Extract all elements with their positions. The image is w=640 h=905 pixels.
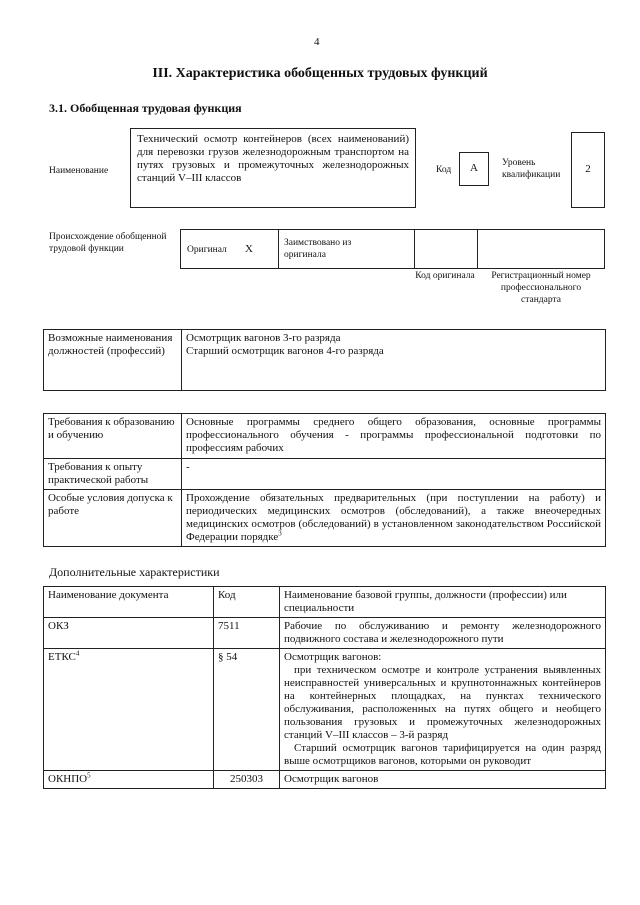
positions-values xyxy=(182,330,606,391)
req-experience-label: Требования к опыту практической работы xyxy=(44,459,182,490)
origin-box xyxy=(180,229,605,269)
divider-2 xyxy=(414,230,415,268)
hdr-doc: Наименование документа xyxy=(44,587,214,618)
name-value: Технический осмотр контейнеров (всех наименований) для перевозки грузов железнодорожным транспортом на путях грузовых и промежуточных железнодорожных станций V–III классов xyxy=(137,133,409,184)
level-label: Уровень квалификации xyxy=(502,158,561,180)
original-mark: X xyxy=(245,243,253,255)
row-etks-line-3: Старший осмотрщик вагонов тарифицируется на один разряд выше осмотрщиков вагонов, которыми он руководит xyxy=(284,742,601,767)
requirements-table xyxy=(43,413,606,547)
additional-title: Дополнительные характеристики xyxy=(49,565,220,579)
row-etks-line-1: Осмотрщик вагонов: xyxy=(284,651,382,663)
req-conditions-value xyxy=(182,490,606,547)
req-experience-value: - xyxy=(182,459,606,490)
hdr-group: Наименование базовой группы, должности (профессии) или специальности xyxy=(280,587,606,618)
row-oknpo-doc-text: ОКНПО xyxy=(48,773,88,785)
row-oknpo-code: 250303 xyxy=(214,771,280,789)
req-conditions-footnote: 3 xyxy=(278,529,282,538)
row-okz-doc: ОКЗ xyxy=(44,618,214,649)
row-okz-code: 7511 xyxy=(214,618,280,649)
row-oknpo-line-1: Осмотрщик вагонов xyxy=(280,771,606,789)
original-label: Оригинал xyxy=(187,245,227,255)
row-etks-footnote: 4 xyxy=(75,649,80,658)
row-etks-group xyxy=(280,649,606,771)
req-conditions-text: Прохождение обязательных предварительных (при поступлении на работу) и периодических медицинских осмотров (обследований), а также внеочередных медицинских осмотров (обследований) в установленном законодательством Российской Федерации порядке xyxy=(186,492,601,543)
origin-label: Происхождение обобщенной трудовой функции xyxy=(49,232,167,254)
level-value-box xyxy=(571,132,605,208)
section-title: III. Характеристика обобщенных трудовых функций xyxy=(152,66,488,81)
row-etks-doc-text: ЕТКС xyxy=(48,651,76,663)
subsection-title: 3.1. Обобщенная трудовая функция xyxy=(49,101,242,115)
row-oknpo-footnote: 5 xyxy=(87,771,91,780)
hdr-code: Код xyxy=(214,587,280,618)
position-2: Старший осмотрщик вагонов 4-го разряда xyxy=(186,345,384,357)
row-oknpo-doc xyxy=(44,771,214,789)
level-value: 2 xyxy=(585,163,591,175)
code-label: Код xyxy=(436,165,452,175)
positions-table xyxy=(43,329,606,391)
additional-table xyxy=(43,586,606,789)
borrowed-label: Заимствовано из оригинала xyxy=(284,238,352,260)
row-etks-doc xyxy=(44,649,214,771)
row-etks-code: § 54 xyxy=(214,649,280,771)
code-orig-caption: Код оригинала xyxy=(415,271,475,281)
req-education-label: Требования к образованию и обучению xyxy=(44,414,182,459)
divider-3 xyxy=(477,230,478,268)
page-number: 4 xyxy=(314,36,320,48)
req-conditions-label: Особые условия допуска к работе xyxy=(44,490,182,547)
positions-label: Возможные наименования должностей (профессий) xyxy=(44,330,182,391)
divider-1 xyxy=(278,230,279,268)
req-education-value: Основные программы среднего общего образования, основные программы профессионального обучения - программы профессиональной подготовки по профессиям рабочих xyxy=(182,414,606,459)
position-1: Осмотрщик вагонов 3-го разряда xyxy=(186,332,341,344)
code-value-box xyxy=(459,152,489,186)
row-etks-line-2: при техническом осмотре и контроле устранения выявленных неисправностей универсальных и крупнотоннажных контейнеров на контейнерных площадках, на пунктах технического обслуживания, расположенных на путях общего и необщего пользования грузовых и промежуточных железнодорожных станций V–III классов – 3-й разряд xyxy=(284,664,601,741)
row-okz-line-1: Рабочие по обслуживанию и ремонту железнодорожного подвижного состава и железнодорожного пути xyxy=(280,618,606,649)
name-label: Наименование xyxy=(49,166,109,176)
name-value-box xyxy=(130,128,416,208)
code-value: А xyxy=(470,162,478,174)
reg-num-caption: Регистрационный номер профессионального стандарта xyxy=(491,271,591,305)
